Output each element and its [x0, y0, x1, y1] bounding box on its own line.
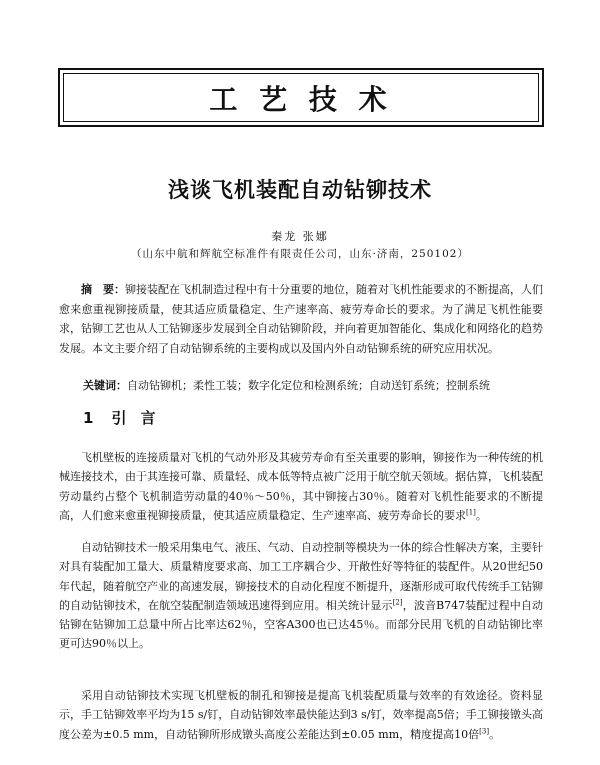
column-header-text: 工 艺 技 术 — [209, 82, 393, 116]
abstract-text: 铆接装配在飞机制造过程中有十分重要的地位，随着对飞机性能要求的不断提高，人们愈来愈重视铆接质量，使其适应质量稳定、生产速率高、疲劳寿命长的要求。为了满足飞机性能要求，钻铆工艺也从人工钻铆逐步发展到全自动钻铆阶段，并向着更加智能化、集成化和网络化的趋势发展。本文主要介绍了自动钻铆系统的主要构成以及国内外自动钻铆系统的研究应用状况。 — [59, 283, 543, 355]
keywords-text: 自动钻铆机；柔性工装；数字化定位和检测系统；自动送钉系统；控制系统 — [127, 379, 490, 392]
paragraph-1-tail: 。 — [475, 508, 487, 522]
column-header-box — [58, 68, 544, 127]
section-title-char-2: 言 — [140, 409, 160, 427]
keywords — [83, 376, 543, 395]
body-paragraph-3 — [59, 686, 543, 744]
section-number: 1 — [83, 409, 98, 427]
section-heading-introduction — [83, 407, 159, 428]
keywords-label: 关键词： — [83, 379, 127, 392]
paragraph-3-tail: 。 — [489, 727, 501, 741]
paragraph-3-text: 采用自动钻铆技术实现飞机壁板的制孔和铆接是提高飞机装配质量与效率的有效途径。资料显示，手工钻铆效率平均为15 s/钉，自动钻铆效率最快能达到3 s/钉，效率提高5倍；手工铆接镦头高度公差为±0.5 mm，自动钻铆所形成镦头高度公差能达到±0.05 mm，精度提高10倍 — [59, 689, 543, 741]
paragraph-2-text-a: 自动钻铆技术一般采用集电气、液压、气动、自动控制等模块为一体的综合性解决方案，主要针对具有装配加工量大、质量精度要求高、加工工序耦合少、开敞性好等特征的装配件。从20世纪50年代起，随着航空产业的高速发展，铆接技术的自动化程度不断提升，逐渐形成可取代传统手工钻铆的自动钻铆技术，在航空装配制造领域迅速得到应用。相关统计显示 — [59, 541, 543, 612]
paragraph-1-text: 飞机壁板的连接质量对飞机的气动外形及其疲劳寿命有至关重要的影响，铆接作为一种传统的机械连接技术，由于其连接可靠、质量轻、成本低等特点被广泛用于航空航天领域。据估算，飞机装配劳动量约占整个飞机制造劳动量的40％～50％，其中铆接占30％。随着对飞机性能要求的不断提高，人们愈来愈重视铆接质量，使其适应质量稳定、生产速率高、疲劳寿命长的要求 — [59, 451, 543, 522]
paragraph-2-text-b: ，波音B747装配过程中自动钻铆在钻铆加工总量中所占比率达62％，空客A300也已达45％。而部分民用飞机的自动钻铆比率更可达90％以上。 — [59, 598, 543, 651]
body-paragraph-2 — [59, 538, 543, 654]
citation-2: [2] — [392, 598, 403, 607]
body-paragraph-1 — [59, 448, 543, 525]
abstract — [59, 280, 543, 358]
article-title: 浅谈飞机装配自动钻铆技术 — [168, 178, 432, 202]
citation-3: [3] — [479, 726, 490, 735]
authors: 秦龙 张娜 — [271, 230, 329, 243]
affiliation: （山东中航和辉航空标准件有限责任公司，山东·济南，250102） — [131, 248, 469, 260]
citation-1: [1] — [466, 508, 476, 517]
section-title-char-1: 引 — [111, 409, 131, 427]
abstract-label: 摘 要： — [81, 283, 125, 296]
